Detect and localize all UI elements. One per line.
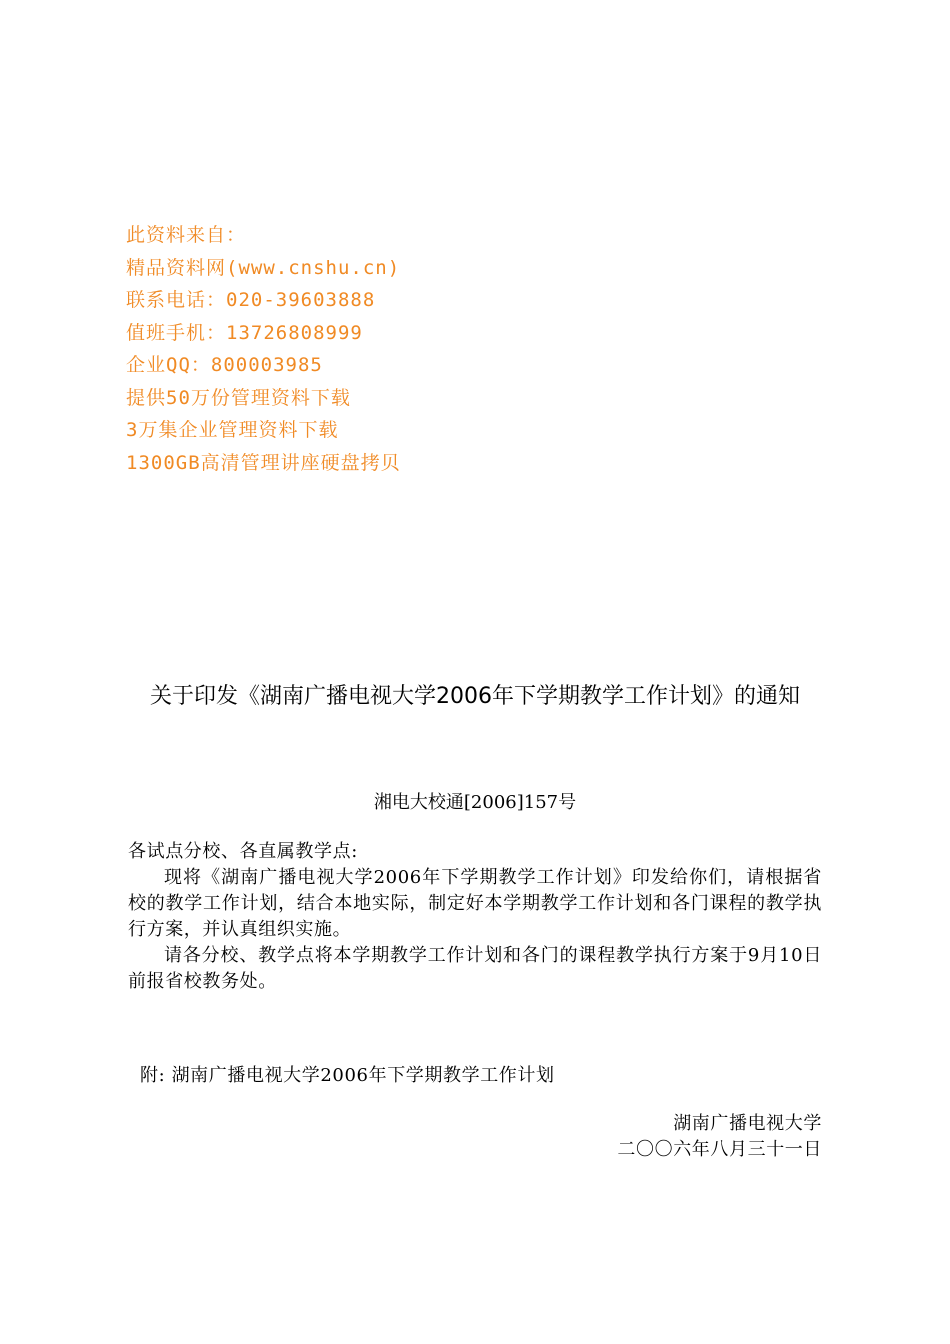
source-info-heading: 此资料来自： [126,224,247,246]
company-qq-line: 企业QQ：800003985 [126,354,323,376]
notice-body [128,839,822,995]
body-paragraph: 请各分校、教学点将本学期教学工作计划和各门的课程教学执行方案于9月10日前报省校教务处。 [128,945,822,992]
contact-phone-line: 联系电话：020-39603888 [126,289,376,311]
salutation: 各试点分校、各直属教学点: [128,841,358,862]
body-paragraph: 现将《湖南广播电视大学2006年下学期教学工作计划》印发给你们，请根据省校的教学工作计划，结合本地实际，制定好本学期教学工作计划和各门课程的教学执行方案，并认真组织实施。 [128,867,822,940]
attachment-note: 附: 湖南广播电视大学2006年下学期教学工作计划 [140,1065,555,1086]
signature-block [617,1111,822,1163]
document-number: 湘电大校通[2006]157号 [373,792,577,813]
source-website-line: 精品资料网(www.cnshu.cn) [126,256,401,279]
duty-mobile-line: 值班手机：13726808999 [126,321,363,344]
source-info-block [126,219,726,479]
lecture-offer-line: 1300GB高清管理讲座硬盘拷贝 [126,451,401,474]
collection-offer-line: 3万集企业管理资料下载 [126,419,339,441]
signature-date: 二〇〇六年八月三十一日 [617,1139,822,1160]
notice-title: 关于印发《湖南广播电视大学2006年下学期教学工作计划》的通知 [150,684,800,709]
download-offer-line: 提供50万份管理资料下载 [126,386,351,409]
signature-organization: 湖南广播电视大学 [673,1113,822,1134]
